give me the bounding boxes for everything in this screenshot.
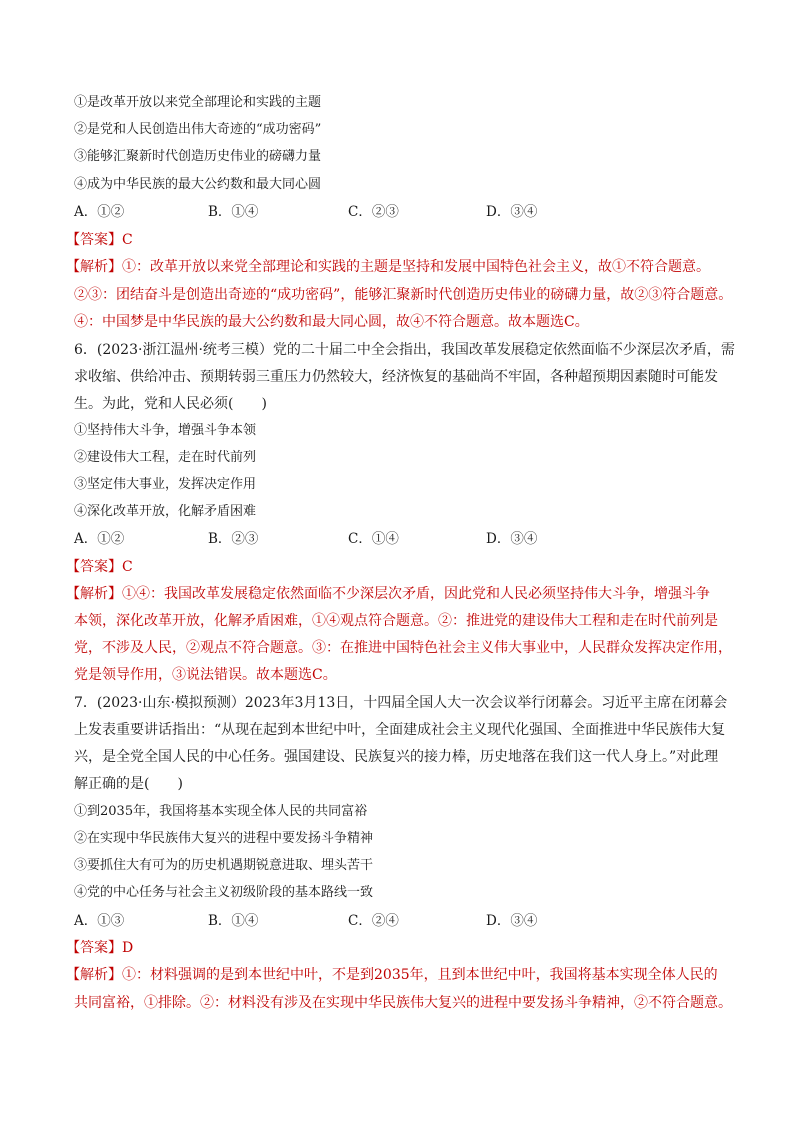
q7-choice-d: D．③④: [486, 913, 538, 929]
q5-option-2: ②是党和人民创造出伟大奇迹的“成功密码”: [74, 122, 322, 137]
q7-option-4: ④党的中心任务与社会主义初级阶段的基本路线一致: [74, 885, 374, 900]
q5-answer: 【答案】C: [66, 232, 133, 248]
q7-choice-b: B．①④: [208, 913, 259, 929]
q5-option-4: ④成为中华民族的最大公约数和最大同心圆: [74, 177, 322, 192]
q5-choice-a: A．①②: [74, 204, 125, 220]
q6-analysis-2: 本领，深化改革开放，化解矛盾困难，①④观点符合题意。②：推进党的建设伟大工程和走在时代前列是: [74, 613, 718, 629]
q5-analysis-1: 【解析】①：改革开放以来党全部理论和实践的主题是坚持和发展中国特色社会主义，故①不符合题意。: [66, 259, 710, 275]
q5-option-1: ①是改革开放以来党全部理论和实践的主题: [74, 95, 322, 110]
q7-option-1: ①到2035年，我国将基本实现全体人民的共同富裕: [74, 804, 368, 819]
q5-choice-b: B．①④: [208, 204, 259, 220]
q7-choice-c: C．②④: [348, 913, 399, 929]
q6-choice-a: A．①②: [74, 531, 125, 547]
q5-choice-c: C．②③: [348, 204, 399, 220]
q7-analysis-2: 共同富裕，①排除。②：材料没有涉及在实现中华民族伟大复兴的进程中要发扬斗争精神，②不符合题意。: [74, 995, 732, 1011]
q7-answer: 【答案】D: [66, 940, 134, 956]
q5-analysis-2: ②③：团结奋斗是创造出奇迹的“成功密码”，能够汇聚新时代创造历史伟业的磅礴力量，故②③符合题意。: [74, 287, 733, 303]
q7-analysis-1: 【解析】①：材料强调的是到本世纪中叶，不是到2035年，且到本世纪中叶，我国将基本实现全体人民的: [66, 967, 718, 983]
q6-choice-d: D．③④: [486, 531, 538, 547]
q5-choice-d: D．③④: [486, 204, 538, 220]
q6-analysis-4: 党是领导作用，③说法错误。故本题选C。: [74, 667, 337, 683]
q6-option-3: ③坚定伟大事业，发挥决定作用: [74, 477, 257, 492]
q6-analysis-3: 党，不涉及人民，②观点不符合题意。③：在推进中国特色社会主义伟大事业中，人民群众发挥决定作用，: [74, 640, 732, 656]
q7-stem-2: 上发表重要讲话指出：“从现在起到本世纪中叶，全面建成社会主义现代化强国、全面推进中华民族伟大复: [74, 722, 726, 738]
q6-stem-2: 求收缩、供给冲击、预期转弱三重压力仍然较大，经济恢复的基础尚不牢固，各种超预期因素随时可能发: [74, 369, 718, 385]
q7-choice-a: A．①③: [74, 913, 125, 929]
q6-choice-c: C．①④: [348, 531, 399, 547]
q7-stem-4: 解正确的是( ): [74, 776, 183, 792]
q6-stem-3: 生。为此，党和人民必须( ): [74, 396, 267, 412]
q7-stem-1: 7．(2023·山东·模拟预测）2023年3月13日，十四届全国人大一次会议举行闭幕会。习近平主席在闭幕会: [74, 695, 728, 711]
q6-analysis-1: 【解析】①④：我国改革发展稳定依然面临不少深层次矛盾，因此党和人民必须坚持伟大斗争，增强斗争: [66, 586, 710, 602]
q7-stem-3: 兴，是全党全国人民的中心任务。强国建设、民族复兴的接力棒，历史地落在我们这一代人身上。”对此理: [74, 749, 719, 765]
q7-option-2: ②在实现中华民族伟大复兴的进程中要发扬斗争精神: [74, 831, 374, 846]
q6-option-4: ④深化改革开放，化解矛盾困难: [74, 504, 257, 519]
q6-choice-b: B．②③: [208, 531, 259, 547]
q7-option-3: ③要抓住大有可为的历史机遇期锐意进取、埋头苦干: [74, 858, 374, 873]
q6-option-1: ①坚持伟大斗争，增强斗争本领: [74, 423, 257, 438]
q6-option-2: ②建设伟大工程，走在时代前列: [74, 450, 257, 465]
q5-option-3: ③能够汇聚新时代创造历史伟业的磅礴力量: [74, 149, 322, 164]
q6-answer: 【答案】C: [66, 559, 133, 575]
q6-stem-1: 6．(2023·浙江温州·统考三模）党的二十届二中全会指出，我国改革发展稳定依然面临不少深层次矛盾，需: [74, 342, 735, 358]
q5-analysis-3: ④：中国梦是中华民族的最大公约数和最大同心圆，故④不符合题意。故本题选C。: [74, 314, 589, 330]
